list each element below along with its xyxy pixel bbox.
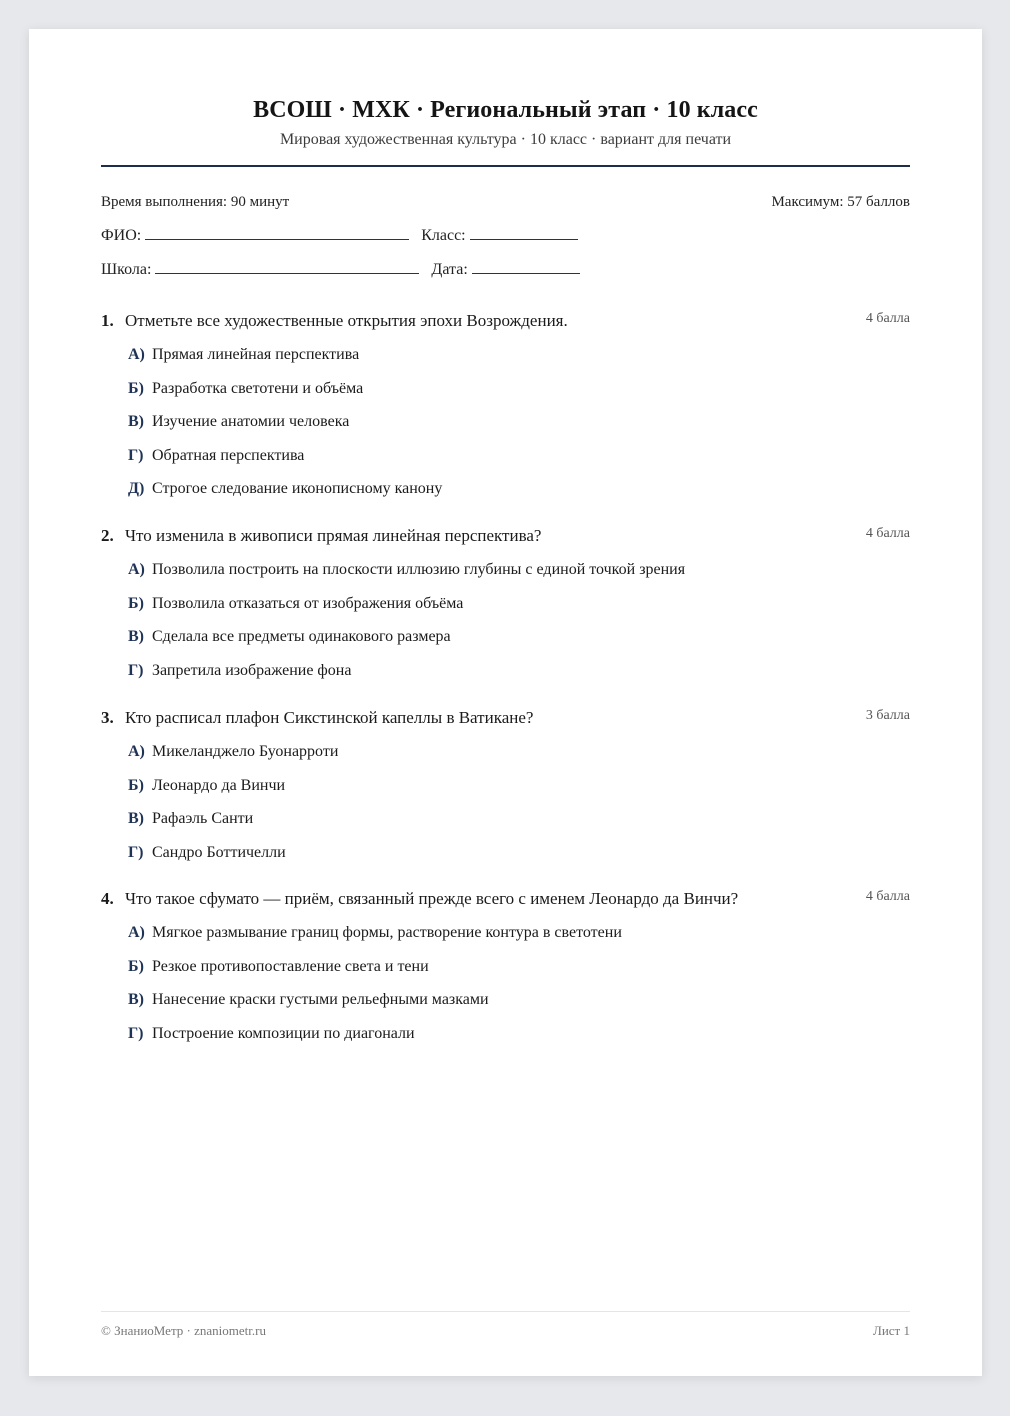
question-1: [101, 310, 910, 513]
option-text: Сделала все предметы одинакового размера: [152, 628, 451, 645]
option-text: Нанесение краски густыми рельефными мазками: [152, 991, 489, 1008]
question-points: 4 балла: [865, 526, 910, 541]
question-header: [101, 888, 910, 910]
question-points: 4 балла: [865, 311, 910, 326]
option-letter: Б): [128, 957, 144, 975]
option-text: Обратная перспектива: [152, 446, 305, 464]
header-divider: [101, 165, 910, 167]
date-field[interactable]: [472, 259, 580, 274]
option-item[interactable]: [128, 345, 910, 365]
question-text: Кто расписал плафон Сикстинской капеллы в Ватикане?: [125, 708, 534, 727]
option-item[interactable]: [128, 661, 910, 681]
option-text: Прямая линейная перспектива: [152, 346, 360, 363]
question-points: 3 балла: [865, 708, 910, 723]
option-letter: Г): [128, 446, 144, 464]
question-points: 4 балла: [865, 889, 910, 904]
option-item[interactable]: [128, 379, 910, 399]
option-letter: Б): [128, 379, 144, 397]
option-letter: Б): [128, 594, 144, 612]
page-content: [101, 29, 910, 1376]
school-label: Школа:: [101, 261, 152, 278]
option-item[interactable]: [128, 990, 910, 1010]
question-header: [101, 707, 910, 729]
question-header: [101, 310, 910, 332]
option-item[interactable]: [128, 560, 910, 580]
question-number: 1.: [101, 311, 114, 330]
option-letter: Г): [128, 661, 144, 679]
question-4: [101, 888, 910, 1057]
question-3: [101, 707, 910, 876]
option-text: Леонардо да Винчи: [152, 776, 286, 794]
option-letter: Г): [128, 843, 144, 861]
options-list: [128, 560, 910, 681]
footer-divider: [101, 1311, 910, 1312]
option-letter: А): [128, 924, 145, 941]
option-item[interactable]: [128, 479, 910, 499]
option-text: Позволила отказаться от изображения объёма: [152, 594, 464, 612]
option-item[interactable]: [128, 446, 910, 466]
document-page: [29, 29, 982, 1376]
option-text: Резкое противопоставление света и тени: [152, 957, 429, 975]
option-item[interactable]: [128, 809, 910, 829]
option-letter: Б): [128, 776, 144, 794]
option-letter: В): [128, 991, 144, 1008]
option-text: Строгое следование иконописному канону: [152, 480, 443, 497]
fio-field[interactable]: [145, 225, 409, 240]
class-label: Класс:: [421, 227, 466, 244]
options-list: [128, 742, 910, 863]
option-text: Разработка светотени и объёма: [152, 379, 364, 397]
option-letter: А): [128, 346, 145, 363]
question-text: Что изменила в живописи прямая линейная перспектива?: [125, 526, 542, 545]
option-text: Сандро Боттичелли: [152, 843, 286, 861]
school-date-row: [101, 259, 580, 280]
option-letter: В): [128, 413, 144, 430]
footer-copyright: © ЗнаниоМетр · znaniometr.ru: [101, 1323, 266, 1338]
option-text: Микеланджело Буонарроти: [152, 743, 339, 760]
option-text: Построение композиции по диагонали: [152, 1024, 415, 1042]
option-item[interactable]: [128, 594, 910, 614]
question-number: 4.: [101, 889, 114, 908]
option-text: Позволила построить на плоскости иллюзию глубины с единой точкой зрения: [152, 561, 686, 578]
question-header: [101, 525, 910, 547]
option-text: Изучение анатомии человека: [152, 413, 350, 430]
date-label: Дата:: [431, 261, 468, 278]
question-text: Что такое сфумато — приём, связанный прежде всего с именем Леонардо да Винчи?: [125, 889, 739, 908]
class-field[interactable]: [470, 225, 578, 240]
option-item[interactable]: [128, 627, 910, 647]
option-letter: А): [128, 561, 145, 578]
option-item[interactable]: [128, 412, 910, 432]
page-title: ВСОШ · МХК · Региональный этап · 10 класс: [253, 97, 758, 123]
option-letter: Г): [128, 1024, 144, 1042]
option-text: Запретила изображение фона: [152, 661, 352, 679]
page-number: Лист 1: [873, 1323, 910, 1338]
question-number: 2.: [101, 526, 114, 545]
question-text: Отметьте все художественные открытия эпохи Возрождения.: [125, 311, 568, 330]
option-item[interactable]: [128, 776, 910, 796]
option-item[interactable]: [128, 923, 910, 943]
option-letter: В): [128, 810, 144, 827]
question-2: [101, 525, 910, 694]
question-number: 3.: [101, 708, 114, 727]
max-score: Максимум: 57 баллов: [771, 194, 910, 210]
fio-label: ФИО:: [101, 227, 142, 244]
option-item[interactable]: [128, 957, 910, 977]
option-item[interactable]: [128, 742, 910, 762]
page-subtitle: Мировая художественная культура · 10 класс · вариант для печати: [279, 131, 732, 148]
option-letter: Д): [128, 480, 145, 497]
fio-class-row: [101, 225, 578, 246]
option-text: Мягкое размывание границ формы, растворение контура в светотени: [152, 924, 622, 941]
option-item[interactable]: [128, 1024, 910, 1044]
time-limit: Время выполнения: 90 минут: [101, 194, 290, 210]
option-letter: В): [128, 628, 144, 645]
school-field[interactable]: [155, 259, 419, 274]
options-list: [128, 923, 910, 1044]
option-text: Рафаэль Санти: [152, 810, 254, 827]
option-item[interactable]: [128, 843, 910, 863]
options-list: [128, 345, 910, 499]
option-letter: А): [128, 743, 145, 760]
